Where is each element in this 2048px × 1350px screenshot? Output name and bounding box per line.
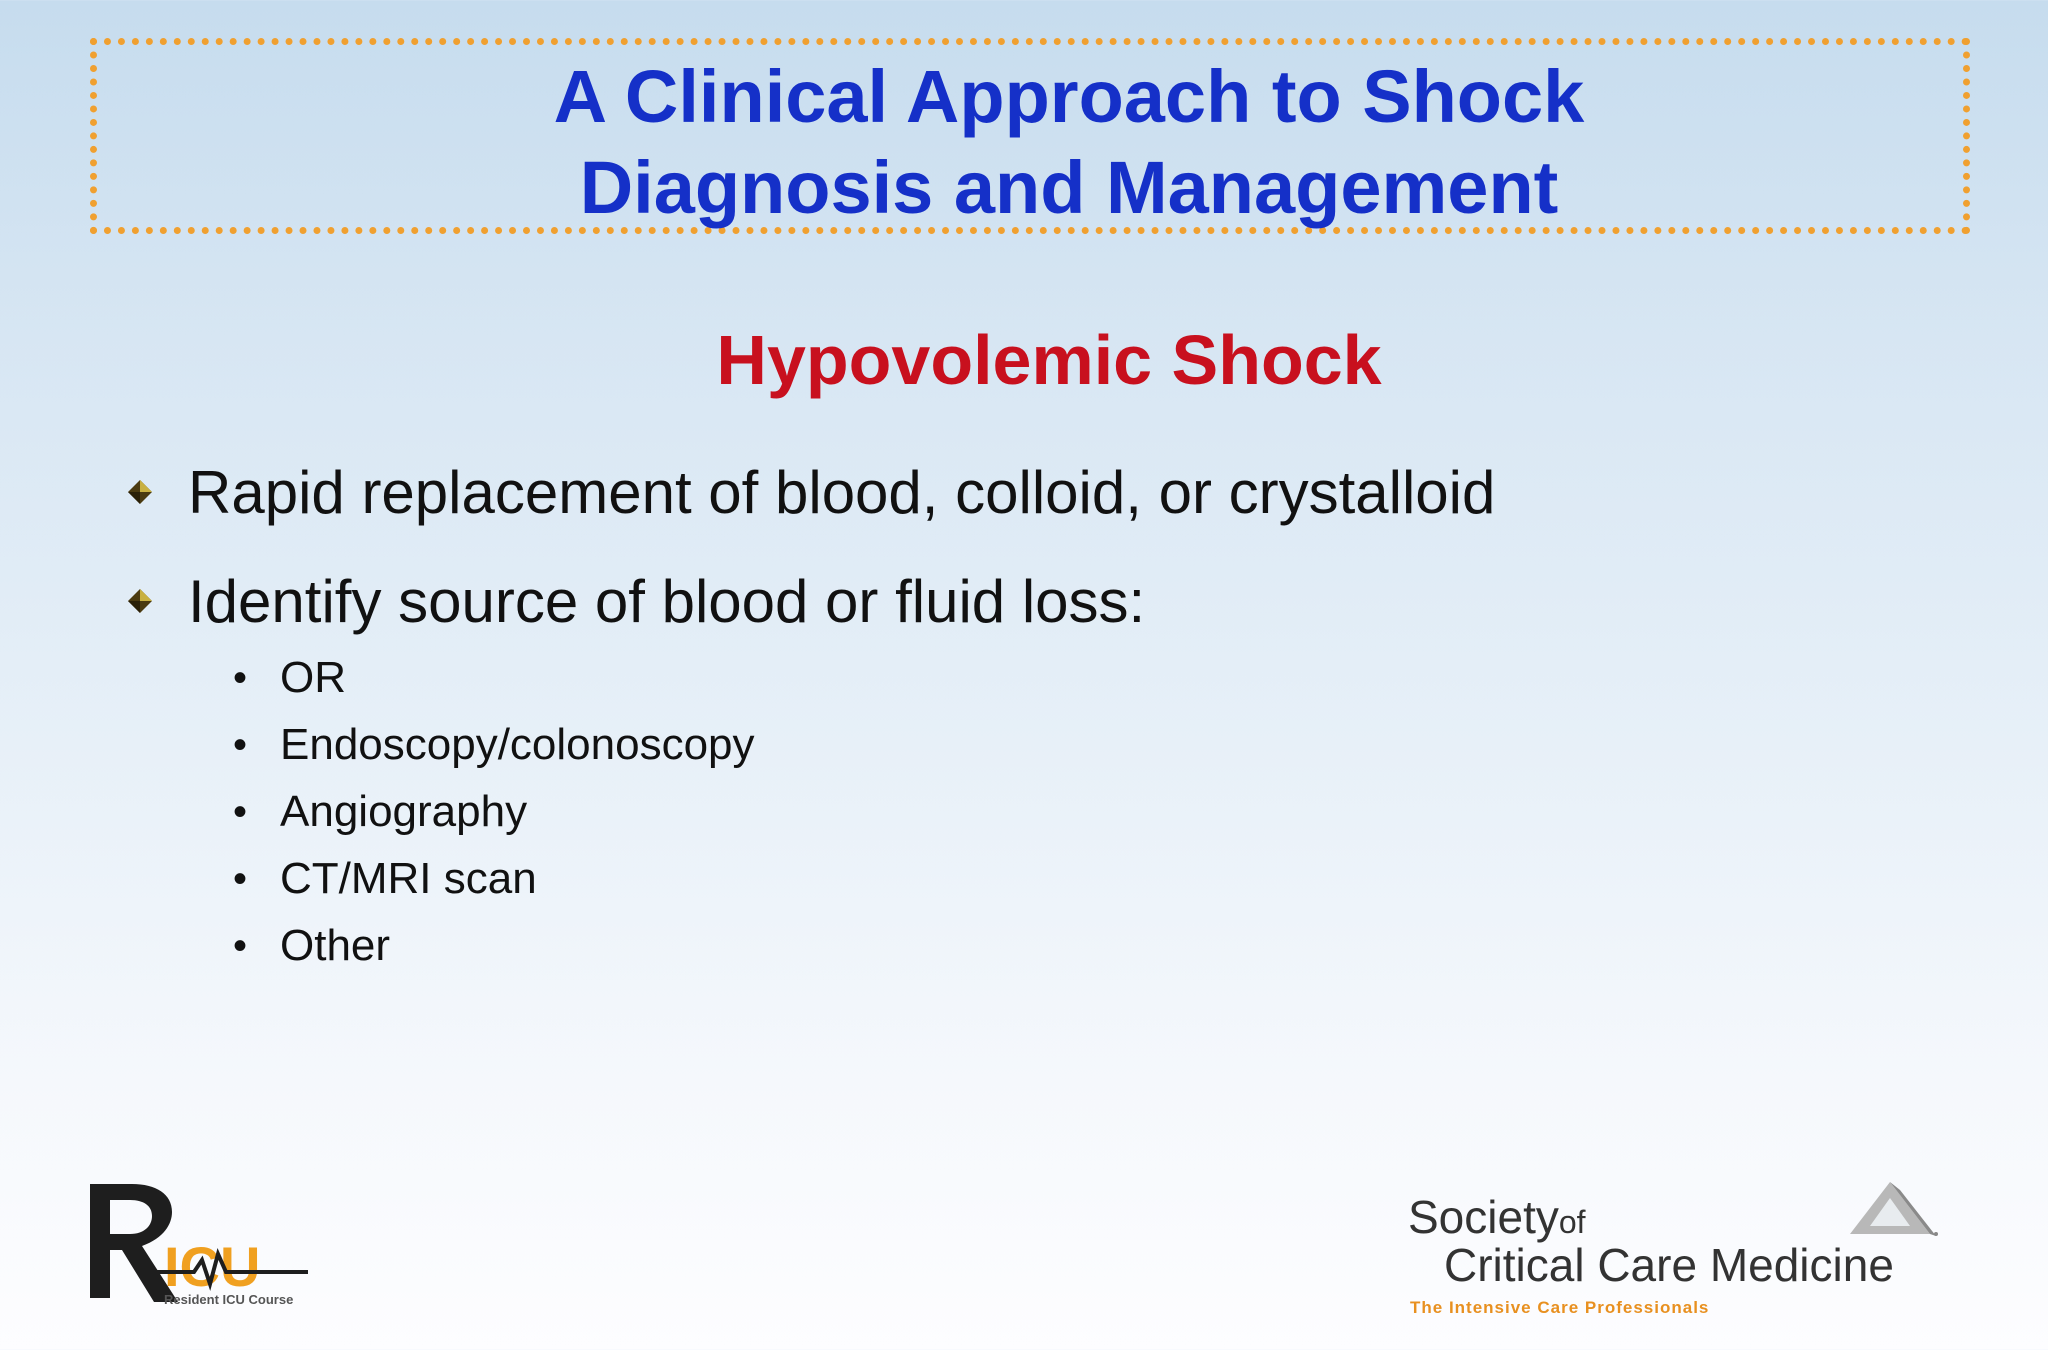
sccm-society-text: Societyof [1408, 1191, 1586, 1243]
sub-bullet-text: Other [280, 921, 391, 970]
sub-bullet-item [210, 849, 537, 909]
sccm-name-text: Critical Care Medicine [1444, 1239, 1894, 1291]
dot-bullet-icon: • [232, 655, 247, 700]
bullet-text: Rapid replacement of blood, colloid, or crystalloid [188, 458, 1496, 526]
sub-bullet-item [210, 715, 755, 775]
sub-bullet-item [210, 648, 346, 708]
bullet-item [122, 561, 1145, 641]
svg-text:ICU: ICU [164, 1235, 261, 1298]
sub-bullet-text: OR [280, 653, 346, 702]
dot-bullet-icon: • [232, 923, 247, 968]
sub-bullet-text: CT/MRI scan [280, 854, 537, 903]
bullet-item [122, 452, 1495, 532]
slide-title-line-1: A Clinical Approach to Shock [553, 55, 1585, 138]
sub-bullet-text: Angiography [280, 787, 528, 836]
sccm-tagline: The Intensive Care Professionals [1410, 1298, 1710, 1317]
sub-bullet-item [210, 782, 527, 842]
diamond-bullet-icon [122, 583, 158, 619]
sccm-triangle-icon [1840, 1178, 1940, 1248]
dot-bullet-icon: • [232, 722, 247, 767]
ricu-tagline: Resident ICU Course [164, 1292, 294, 1307]
dot-bullet-icon: • [232, 856, 247, 901]
dot-bullet-icon: • [232, 789, 247, 834]
diamond-bullet-icon [122, 474, 158, 510]
slide-title-line-2: Diagnosis and Management [579, 146, 1559, 229]
ricu-logo [82, 1180, 322, 1310]
slide-subtitle: Hypovolemic Shock [716, 321, 1382, 399]
sub-bullet-text: Endoscopy/colonoscopy [280, 720, 755, 769]
sub-bullet-item [210, 916, 390, 976]
bullet-text: Identify source of blood or fluid loss: [188, 567, 1146, 635]
sccm-logo [1400, 1170, 1960, 1320]
